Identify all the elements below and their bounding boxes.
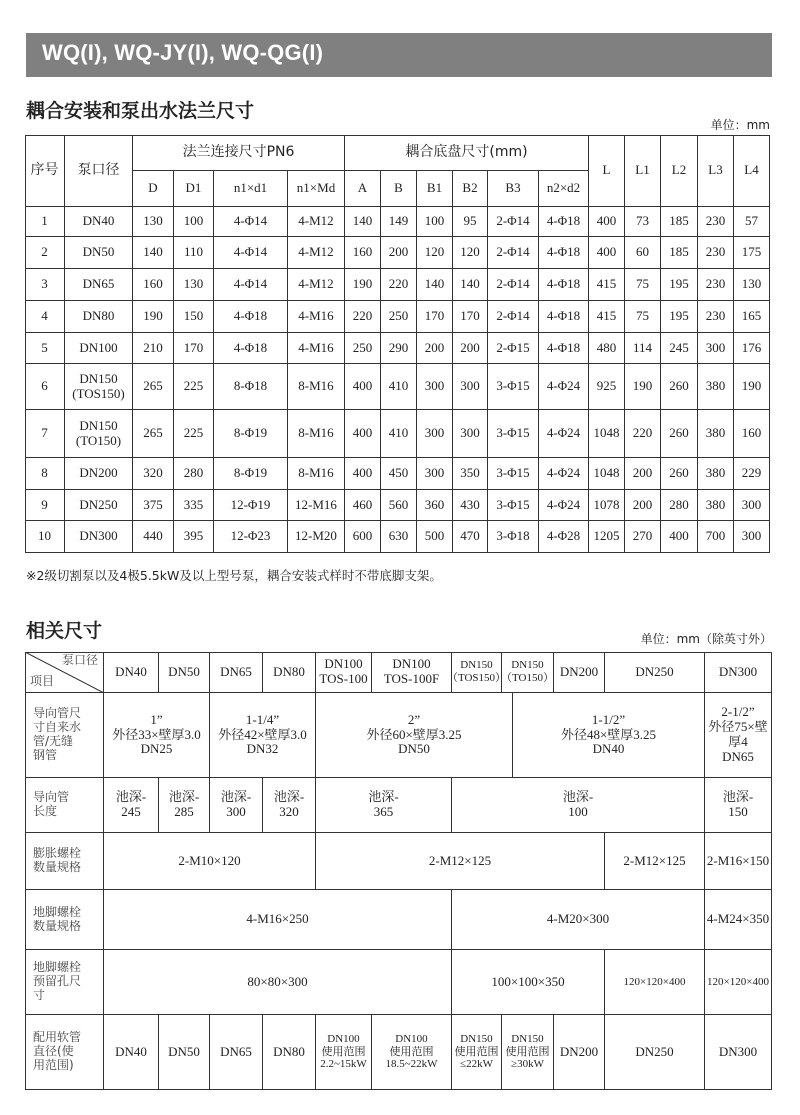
table-cell: 4-Φ28 (539, 521, 589, 553)
table-cell: 225 (174, 364, 214, 410)
table-cell: 8-M16 (288, 364, 345, 410)
table-cell: 73 (625, 207, 661, 237)
column-header: DN80 (263, 652, 316, 693)
table-cell: 3-Φ15 (488, 458, 539, 490)
table-cell: 池深- 245 (104, 778, 159, 833)
column-header: B (381, 171, 417, 207)
table-cell: 8-Φ18 (214, 364, 288, 410)
table-cell: 160 (345, 237, 381, 269)
table-cell: 4-Φ24 (539, 410, 589, 458)
table-cell: 200 (625, 458, 661, 490)
column-header: D1 (174, 171, 214, 207)
table-cell: 150 (174, 301, 214, 333)
table-cell: 4-M16 (288, 333, 345, 364)
table-cell: DN80 (263, 1015, 316, 1090)
column-header: DN100 TOS-100 (316, 652, 372, 693)
footnote: ※2级切割泵以及4极5.5kW及以上型号泵，耦合安装式样时不带底脚支架。 (26, 568, 442, 583)
table-cell: 149 (381, 207, 417, 237)
table-cell: 2-Φ14 (488, 237, 539, 269)
corner-top-label: 泵口径 (61, 653, 98, 667)
table-cell: 300 (453, 410, 488, 458)
column-header: B2 (453, 171, 488, 207)
table-cell: 320 (133, 458, 174, 490)
row-label: 地脚螺栓 数量规格 (25, 890, 104, 950)
table-cell: 280 (174, 458, 214, 490)
table-cell: 60 (625, 237, 661, 269)
table-cell: 260 (661, 458, 698, 490)
table-cell: 165 (734, 301, 770, 333)
table-cell: 100 (417, 207, 453, 237)
table-cell: 4-M12 (288, 207, 345, 237)
table-cell: 160 (734, 410, 770, 458)
table-cell: DN40 (104, 1015, 159, 1090)
table-cell: 220 (345, 301, 381, 333)
table-cell: 3-Φ18 (488, 521, 539, 553)
table-cell: 8-Φ19 (214, 458, 288, 490)
row-index: 3 (25, 269, 65, 301)
table-cell: 1-1/2” 外径48×壁厚3.25 DN40 (513, 693, 705, 778)
table-cell: 175 (734, 237, 770, 269)
table-cell: 265 (133, 410, 174, 458)
table-cell: 195 (661, 301, 698, 333)
row-index: 6 (25, 364, 65, 410)
table-cell: 160 (133, 269, 174, 301)
table-cell: 210 (133, 333, 174, 364)
column-header: A (345, 171, 381, 207)
table-cell: 500 (417, 521, 453, 553)
table-cell: 195 (661, 269, 698, 301)
table-cell: 140 (133, 237, 174, 269)
table-cell: 110 (174, 237, 214, 269)
row-index: 9 (25, 490, 65, 521)
table-cell: 270 (625, 521, 661, 553)
table-cell: DN65 (65, 269, 133, 301)
table-cell: 230 (698, 207, 734, 237)
table-cell: 200 (453, 333, 488, 364)
table-cell: DN50 (65, 237, 133, 269)
column-header: L4 (734, 135, 770, 207)
table-cell: 120 (417, 237, 453, 269)
table-cell: 100×100×350 (452, 950, 605, 1015)
row-label: 膨胀螺栓 数量规格 (25, 833, 104, 890)
banner-title: WQ(I), WQ-JY(I), WQ-QG(I) (42, 40, 324, 65)
table-cell: 380 (698, 364, 734, 410)
table-cell: 380 (698, 490, 734, 521)
corner-bottom-label: 项目 (30, 674, 55, 689)
table-cell: 260 (661, 364, 698, 410)
table-cell: 470 (453, 521, 488, 553)
table-cell: 75 (625, 301, 661, 333)
table-cell: 400 (589, 207, 625, 237)
table-cell: 4-M12 (288, 237, 345, 269)
table-cell: 170 (174, 333, 214, 364)
table-cell: 4-Φ24 (539, 458, 589, 490)
table-cell: 8-M16 (288, 410, 345, 458)
row-label: 导向管 长度 (25, 778, 104, 833)
table-cell: 130 (133, 207, 174, 237)
table-cell: 2-M12×125 (605, 833, 705, 890)
table-cell: 1205 (589, 521, 625, 553)
column-header: n1×Md (288, 171, 345, 207)
table-cell: 12-Φ19 (214, 490, 288, 521)
table-cell: 2” 外径60×壁厚3.25 DN50 (316, 693, 513, 778)
table-cell: DN50 (159, 1015, 210, 1090)
table-cell: 4-Φ14 (214, 269, 288, 301)
table-cell: 1” 外径33×壁厚3.0 DN25 (104, 693, 210, 778)
table-cell: 410 (381, 364, 417, 410)
table-cell: 2-Φ14 (488, 207, 539, 237)
table-cell: 200 (381, 237, 417, 269)
column-header: L3 (698, 135, 734, 207)
table-cell: 4-Φ18 (539, 237, 589, 269)
table-cell: 3-Φ15 (488, 490, 539, 521)
table-cell: DN250 (605, 1015, 705, 1090)
table-cell: 400 (661, 521, 698, 553)
column-header: B3 (488, 171, 539, 207)
column-header: DN250 (605, 652, 705, 693)
column-header: DN150 （TO150） (502, 652, 554, 693)
header-base-group: 耦合底盘尺寸(mm) (345, 135, 589, 171)
table-cell: 170 (453, 301, 488, 333)
table-cell: DN150 使用范围 ≤22kW (452, 1015, 502, 1090)
table-cell: 4-Φ24 (539, 490, 589, 521)
table-cell: DN40 (65, 207, 133, 237)
table-cell: 450 (381, 458, 417, 490)
table-cell: 4-Φ18 (214, 333, 288, 364)
table-cell: 95 (453, 207, 488, 237)
table-cell: 12-M16 (288, 490, 345, 521)
table-cell: 925 (589, 364, 625, 410)
table-cell: 池深- 100 (452, 778, 705, 833)
table-cell: 230 (698, 237, 734, 269)
column-header: L2 (661, 135, 698, 207)
column-header: L (589, 135, 625, 207)
table-cell: 4-Φ18 (539, 301, 589, 333)
table-cell: 2-Φ14 (488, 269, 539, 301)
table-cell: 120 (453, 237, 488, 269)
table-cell: 130 (734, 269, 770, 301)
table-cell: DN200 (65, 458, 133, 490)
table-cell: 360 (417, 490, 453, 521)
column-header: DN40 (104, 652, 159, 693)
table-cell: DN250 (65, 490, 133, 521)
table-cell: 3-Φ15 (488, 364, 539, 410)
row-index: 8 (25, 458, 65, 490)
header-seq: 序号 (25, 135, 65, 207)
table-cell: 2-M16×150 (705, 833, 772, 890)
table-cell: 4-Φ18 (539, 269, 589, 301)
table-cell: 700 (698, 521, 734, 553)
table-cell: DN300 (705, 1015, 772, 1090)
table-cell: 300 (734, 490, 770, 521)
table-cell: 220 (381, 269, 417, 301)
table-cell: 80×80×300 (104, 950, 452, 1015)
table-cell: 3-Φ15 (488, 410, 539, 458)
table-cell: 395 (174, 521, 214, 553)
table-cell: DN80 (65, 301, 133, 333)
table-cell: 190 (133, 301, 174, 333)
table-cell: 225 (174, 410, 214, 458)
table-cell: 190 (625, 364, 661, 410)
table-cell: 176 (734, 333, 770, 364)
table-cell: 200 (417, 333, 453, 364)
table-cell: 380 (698, 410, 734, 458)
table-cell: 230 (698, 301, 734, 333)
table-cell: 190 (345, 269, 381, 301)
table-cell: 200 (625, 490, 661, 521)
table-cell: DN150 (TOS150) (65, 364, 133, 410)
table-cell: DN65 (210, 1015, 263, 1090)
title-banner (26, 33, 772, 77)
row-index: 5 (25, 333, 65, 364)
column-header: DN100 TOS-100F (372, 652, 452, 693)
table-cell: 池深- 365 (316, 778, 452, 833)
table-cell: 300 (417, 364, 453, 410)
table-cell: 300 (734, 521, 770, 553)
table-cell: 2-M10×120 (104, 833, 316, 890)
table-cell: 600 (345, 521, 381, 553)
table-cell: 300 (417, 458, 453, 490)
row-index: 7 (25, 410, 65, 458)
table-cell: 1048 (589, 458, 625, 490)
table-cell: 300 (417, 410, 453, 458)
table-cell: 400 (345, 364, 381, 410)
table-cell: 2-Φ15 (488, 333, 539, 364)
table-cell: 185 (661, 237, 698, 269)
table-cell: 400 (589, 237, 625, 269)
table-cell: 4-Φ18 (539, 333, 589, 364)
table-cell: 140 (453, 269, 488, 301)
column-header: DN200 (554, 652, 605, 693)
table-cell: 410 (381, 410, 417, 458)
column-header: DN150 （TOS150） (452, 652, 502, 693)
table-cell: 220 (625, 410, 661, 458)
table-cell: 265 (133, 364, 174, 410)
table-cell: 415 (589, 269, 625, 301)
table-cell: DN100 使用范围 18.5~22kW (372, 1015, 452, 1090)
table-cell: DN150 (TO150) (65, 410, 133, 458)
table-cell: 4-Φ18 (214, 301, 288, 333)
table-cell: 400 (345, 458, 381, 490)
table-cell: 2-M12×125 (316, 833, 605, 890)
table-cell: 4-Φ14 (214, 237, 288, 269)
table-cell: 2-1/2” 外径75×壁厚4 DN65 (705, 693, 772, 778)
table-cell: DN100 (65, 333, 133, 364)
column-header: DN50 (159, 652, 210, 693)
table-cell: 1-1/4” 外径42×壁厚3.0 DN32 (210, 693, 316, 778)
table-cell: 190 (734, 364, 770, 410)
table-cell: 185 (661, 207, 698, 237)
row-label: 配用软管 直径(使 用范围) (25, 1015, 104, 1090)
table-cell: 4-M24×350 (705, 890, 772, 950)
table-cell: DN300 (65, 521, 133, 553)
table-cell: 300 (453, 364, 488, 410)
table-cell: 12-Φ23 (214, 521, 288, 553)
column-header: D (133, 171, 174, 207)
column-header: L1 (625, 135, 661, 207)
table-cell: 380 (698, 458, 734, 490)
table-cell: 池深- 300 (210, 778, 263, 833)
table-cell: 290 (381, 333, 417, 364)
header-flange-group: 法兰连接尺寸PN6 (133, 135, 345, 171)
table-cell: 114 (625, 333, 661, 364)
table-cell: 400 (345, 410, 381, 458)
table-cell: 250 (345, 333, 381, 364)
table-cell: 229 (734, 458, 770, 490)
column-header: n2×d2 (539, 171, 589, 207)
row-index: 2 (25, 237, 65, 269)
row-label: 导向管尺 寸自来水 管/无缝 钢管 (25, 693, 104, 778)
table-cell: 8-M16 (288, 458, 345, 490)
table-cell: 140 (417, 269, 453, 301)
column-header: DN300 (705, 652, 772, 693)
section2-title: 相关尺寸 (26, 620, 103, 642)
table-cell: 100 (174, 207, 214, 237)
table-cell: 250 (381, 301, 417, 333)
table-cell: 4-M16 (288, 301, 345, 333)
table-cell: 245 (661, 333, 698, 364)
table-cell: 12-M20 (288, 521, 345, 553)
table-cell: 75 (625, 269, 661, 301)
table-cell: 57 (734, 207, 770, 237)
table-cell: 375 (133, 490, 174, 521)
table-cell: 230 (698, 269, 734, 301)
table-cell: DN100 使用范围 2.2~15kW (316, 1015, 372, 1090)
table-cell: 120×120×400 (605, 950, 705, 1015)
section2-unit: 单位：mm（除英寸外） (640, 632, 772, 646)
table-cell: 1078 (589, 490, 625, 521)
table-cell: 460 (345, 490, 381, 521)
column-header: DN65 (210, 652, 263, 693)
section1-title: 耦合安装和泵出水法兰尺寸 (26, 100, 255, 122)
table-cell: 480 (589, 333, 625, 364)
row-label: 地脚螺栓 预留孔尺 寸 (25, 950, 104, 1015)
row-index: 10 (25, 521, 65, 553)
table-cell: 池深- 150 (705, 778, 772, 833)
corner-header (25, 652, 104, 693)
table-cell: 300 (698, 333, 734, 364)
table-cell: 4-M12 (288, 269, 345, 301)
table-cell: 130 (174, 269, 214, 301)
table-cell: 4-Φ18 (539, 207, 589, 237)
section1-unit: 单位：mm (710, 118, 770, 132)
table-cell: 430 (453, 490, 488, 521)
table-cell: 池深- 285 (159, 778, 210, 833)
table-cell: 415 (589, 301, 625, 333)
column-header: n1×d1 (214, 171, 288, 207)
table-cell: 260 (661, 410, 698, 458)
table-cell: 335 (174, 490, 214, 521)
header-pump-diameter: 泵口径 (65, 135, 133, 207)
table-cell: DN150 使用范围 ≥30kW (502, 1015, 554, 1090)
column-header: B1 (417, 171, 453, 207)
table-cell: 170 (417, 301, 453, 333)
table-cell: 140 (345, 207, 381, 237)
table-cell: 4-M16×250 (104, 890, 452, 950)
table-cell: 4-M20×300 (452, 890, 705, 950)
table-cell: 2-Φ14 (488, 301, 539, 333)
table-cell: 120×120×400 (705, 950, 772, 1015)
row-index: 1 (25, 207, 65, 237)
table-cell: 4-Φ14 (214, 207, 288, 237)
table-cell: 4-Φ24 (539, 364, 589, 410)
table-cell: 560 (381, 490, 417, 521)
table-cell: 8-Φ19 (214, 410, 288, 458)
table-cell: 440 (133, 521, 174, 553)
row-index: 4 (25, 301, 65, 333)
table-cell: 630 (381, 521, 417, 553)
table-cell: DN200 (554, 1015, 605, 1090)
table-cell: 280 (661, 490, 698, 521)
table-cell: 池深- 320 (263, 778, 316, 833)
table-cell: 1048 (589, 410, 625, 458)
table-cell: 350 (453, 458, 488, 490)
